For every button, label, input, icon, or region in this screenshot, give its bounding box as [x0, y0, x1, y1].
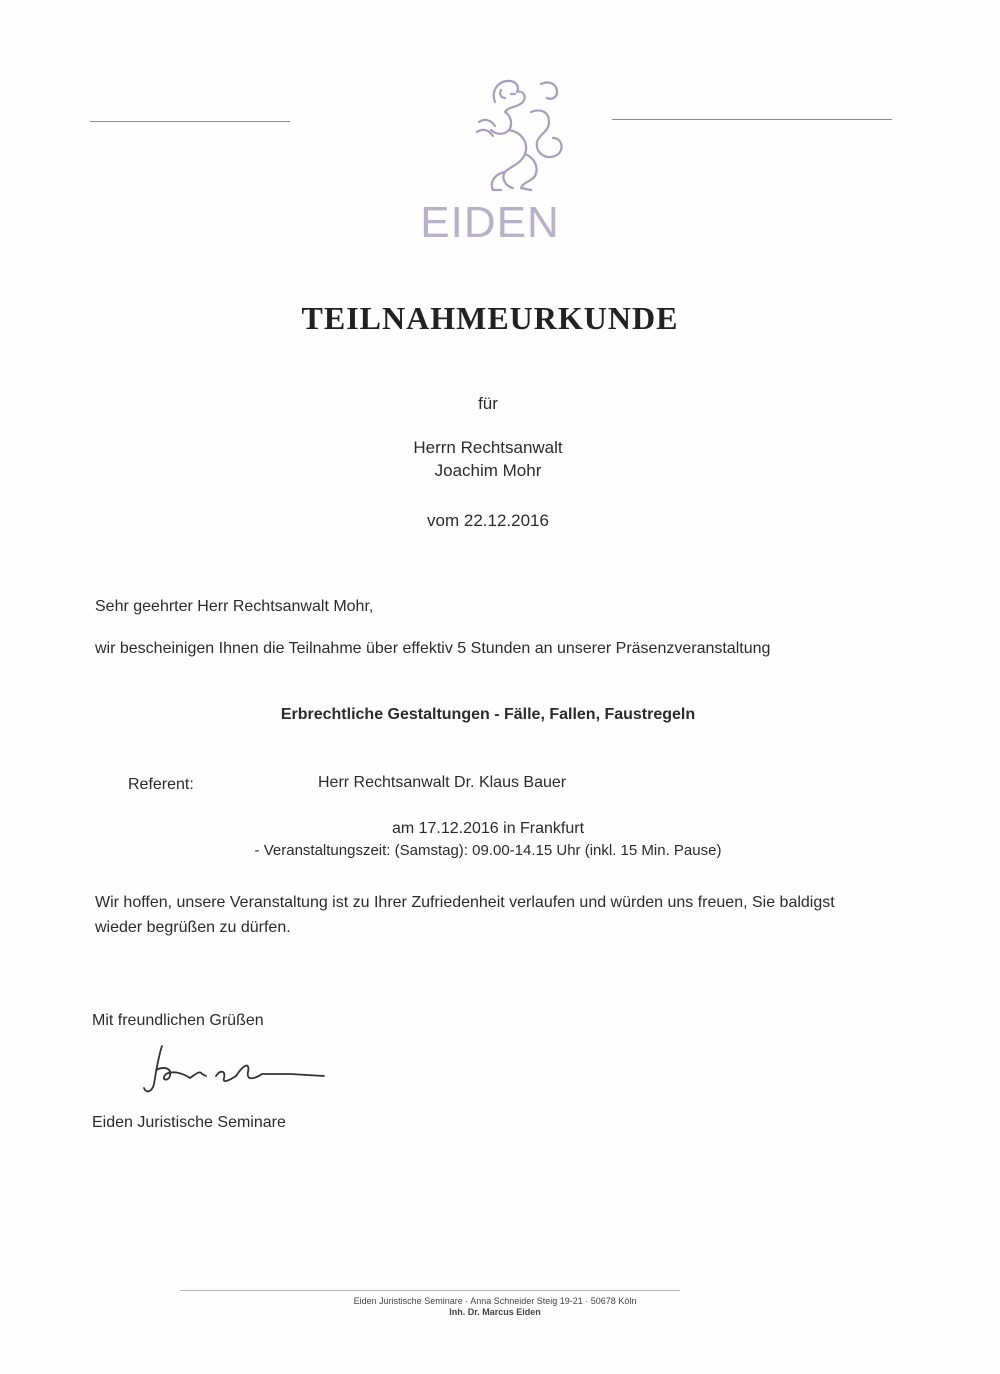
footer-address: Eiden Juristische Seminare · Anna Schneider Steig 19-21 · 50678 Köln — [353, 1296, 637, 1306]
intro-text: wir bescheinigen Ihnen die Teilnahme über effektiv 5 Stunden an unserer Präsenzveranstaltung — [95, 640, 771, 657]
certificate-title: TEILNAHMEURKUNDE — [301, 300, 679, 336]
certificate-date: vom 22.12.2016 — [427, 511, 549, 530]
closing-paragraph: Wir hoffen, unsere Veranstaltung ist zu Ihrer Zufriedenheit verlaufen und würden uns freuen, Sie baldigst wieder begrüßen zu dürfen. — [95, 894, 835, 936]
heraldic-lion-icon — [465, 72, 575, 197]
regards: Mit freundlichen Grüßen — [92, 1012, 264, 1029]
speaker-label: Referent: — [128, 776, 194, 793]
header-rule-left — [90, 121, 290, 122]
speaker-name: Herr Rechtsanwalt Dr. Klaus Bauer — [318, 774, 567, 791]
eiden-logo — [395, 72, 585, 247]
header-rule-right — [612, 119, 892, 120]
signer-name: Eiden Juristische Seminare — [92, 1114, 286, 1131]
event-time: - Veranstaltungszeit: (Samstag): 09.00-14.15 Uhr (inkl. 15 Min. Pause) — [254, 842, 722, 859]
footer-rule — [180, 1290, 680, 1291]
event-date: am 17.12.2016 in Frankfurt — [391, 820, 585, 837]
recipient-name: Joachim Mohr — [434, 461, 542, 480]
recipient-salutation: Herrn Rechtsanwalt — [413, 438, 563, 457]
event-title: Erbrechtliche Gestaltungen - Fälle, Fallen, Faustregeln — [280, 706, 696, 723]
for-label: für — [478, 394, 498, 413]
footer-owner: Inh. Dr. Marcus Eiden — [449, 1307, 541, 1317]
brand-wordmark: EIDEN — [420, 198, 560, 247]
signature — [140, 1040, 340, 1100]
greeting: Sehr geehrter Herr Rechtsanwalt Mohr, — [95, 598, 374, 615]
